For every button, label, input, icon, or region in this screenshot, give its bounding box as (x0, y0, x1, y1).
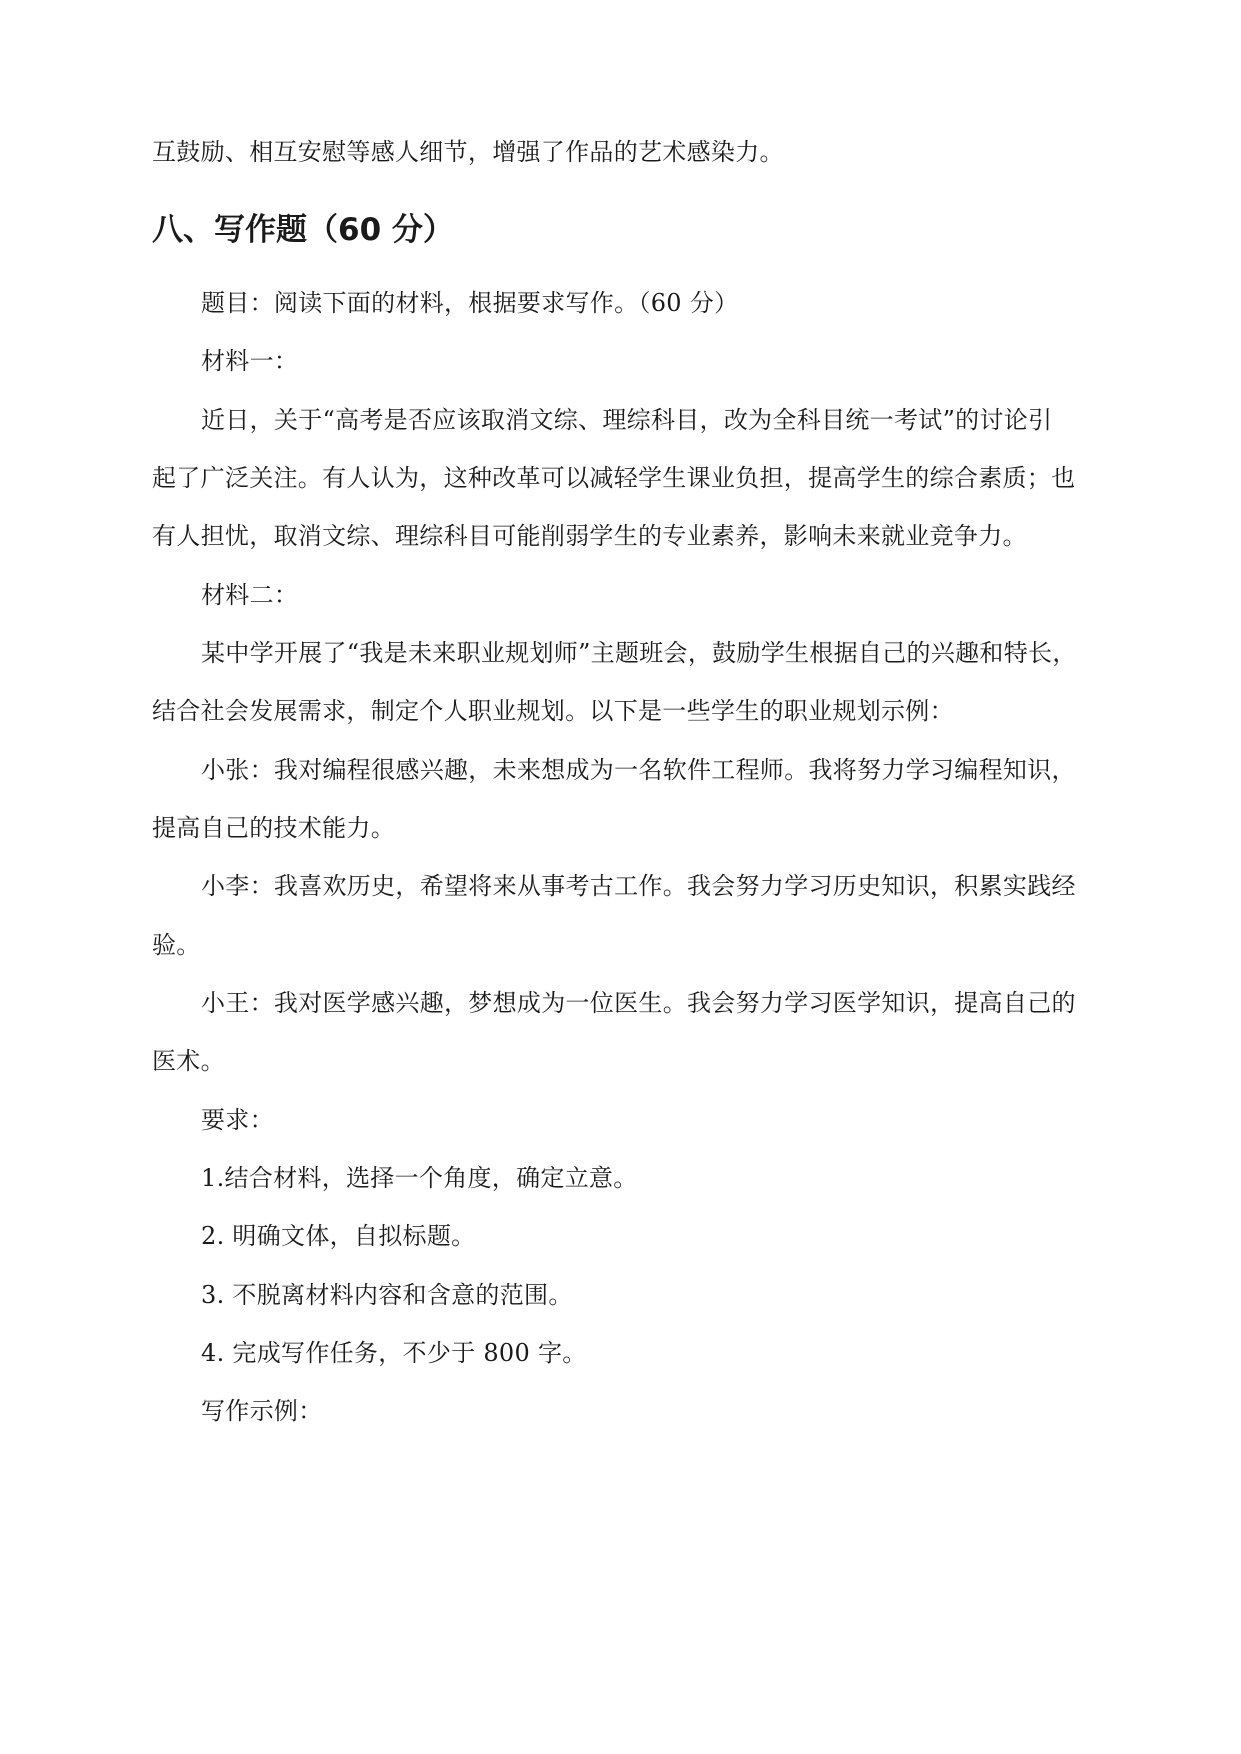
question-prompt: 题目：阅读下面的材料，根据要求写作。（60 分） (201, 289, 739, 317)
requirements-label: 要求： (201, 1106, 274, 1134)
material1-line: 有人担忧，取消文综、理综科目可能削弱学生的专业素养，影响未来就业竞争力。 (152, 522, 1027, 550)
material1-label: 材料一： (201, 347, 299, 375)
student-example-line: 提高自己的技术能力。 (152, 814, 395, 842)
student-example-line: 小张：我对编程很感兴趣，未来想成为一名软件工程师。我将努力学习编程知识， (201, 756, 1076, 784)
material1-line: 近日，关于“高考是否应该取消文综、理综科目，改为全科目统一考试”的讨论引 (201, 406, 1053, 434)
student-example-line: 小王：我对医学感兴趣，梦想成为一位医生。我会努力学习医学知识，提高自己的 (201, 989, 1076, 1017)
previous-answer-tail: 互鼓励、相互安慰等感人细节，增强了作品的艺术感染力。 (152, 138, 784, 166)
material2-line: 结合社会发展需求，制定个人职业规划。以下是一些学生的职业规划示例： (152, 697, 954, 725)
requirement-item: 2. 明确文体，自拟标题。 (201, 1222, 476, 1250)
student-example-line: 验。 (152, 931, 201, 959)
section-heading: 八、写作题（60 分） (152, 212, 454, 248)
material2-line: 某中学开展了“我是未来职业规划师”主题班会，鼓励学生根据自己的兴趣和特长， (201, 639, 1077, 667)
requirement-item: 1.结合材料，选择一个角度，确定立意。 (201, 1164, 638, 1192)
writing-example-label: 写作示例： (201, 1397, 323, 1425)
student-example-line: 小李：我喜欢历史，希望将来从事考古工作。我会努力学习历史知识，积累实践经 (201, 872, 1076, 900)
material1-line: 起了广泛关注。有人认为，这种改革可以减轻学生课业负担，提高学生的综合素质；也 (152, 464, 1076, 492)
student-example-line: 医术。 (152, 1047, 225, 1075)
requirement-item: 3. 不脱离材料内容和含意的范围。 (201, 1281, 573, 1309)
requirement-item: 4. 完成写作任务，不少于 800 字。 (201, 1339, 587, 1367)
material2-label: 材料二： (201, 581, 299, 609)
